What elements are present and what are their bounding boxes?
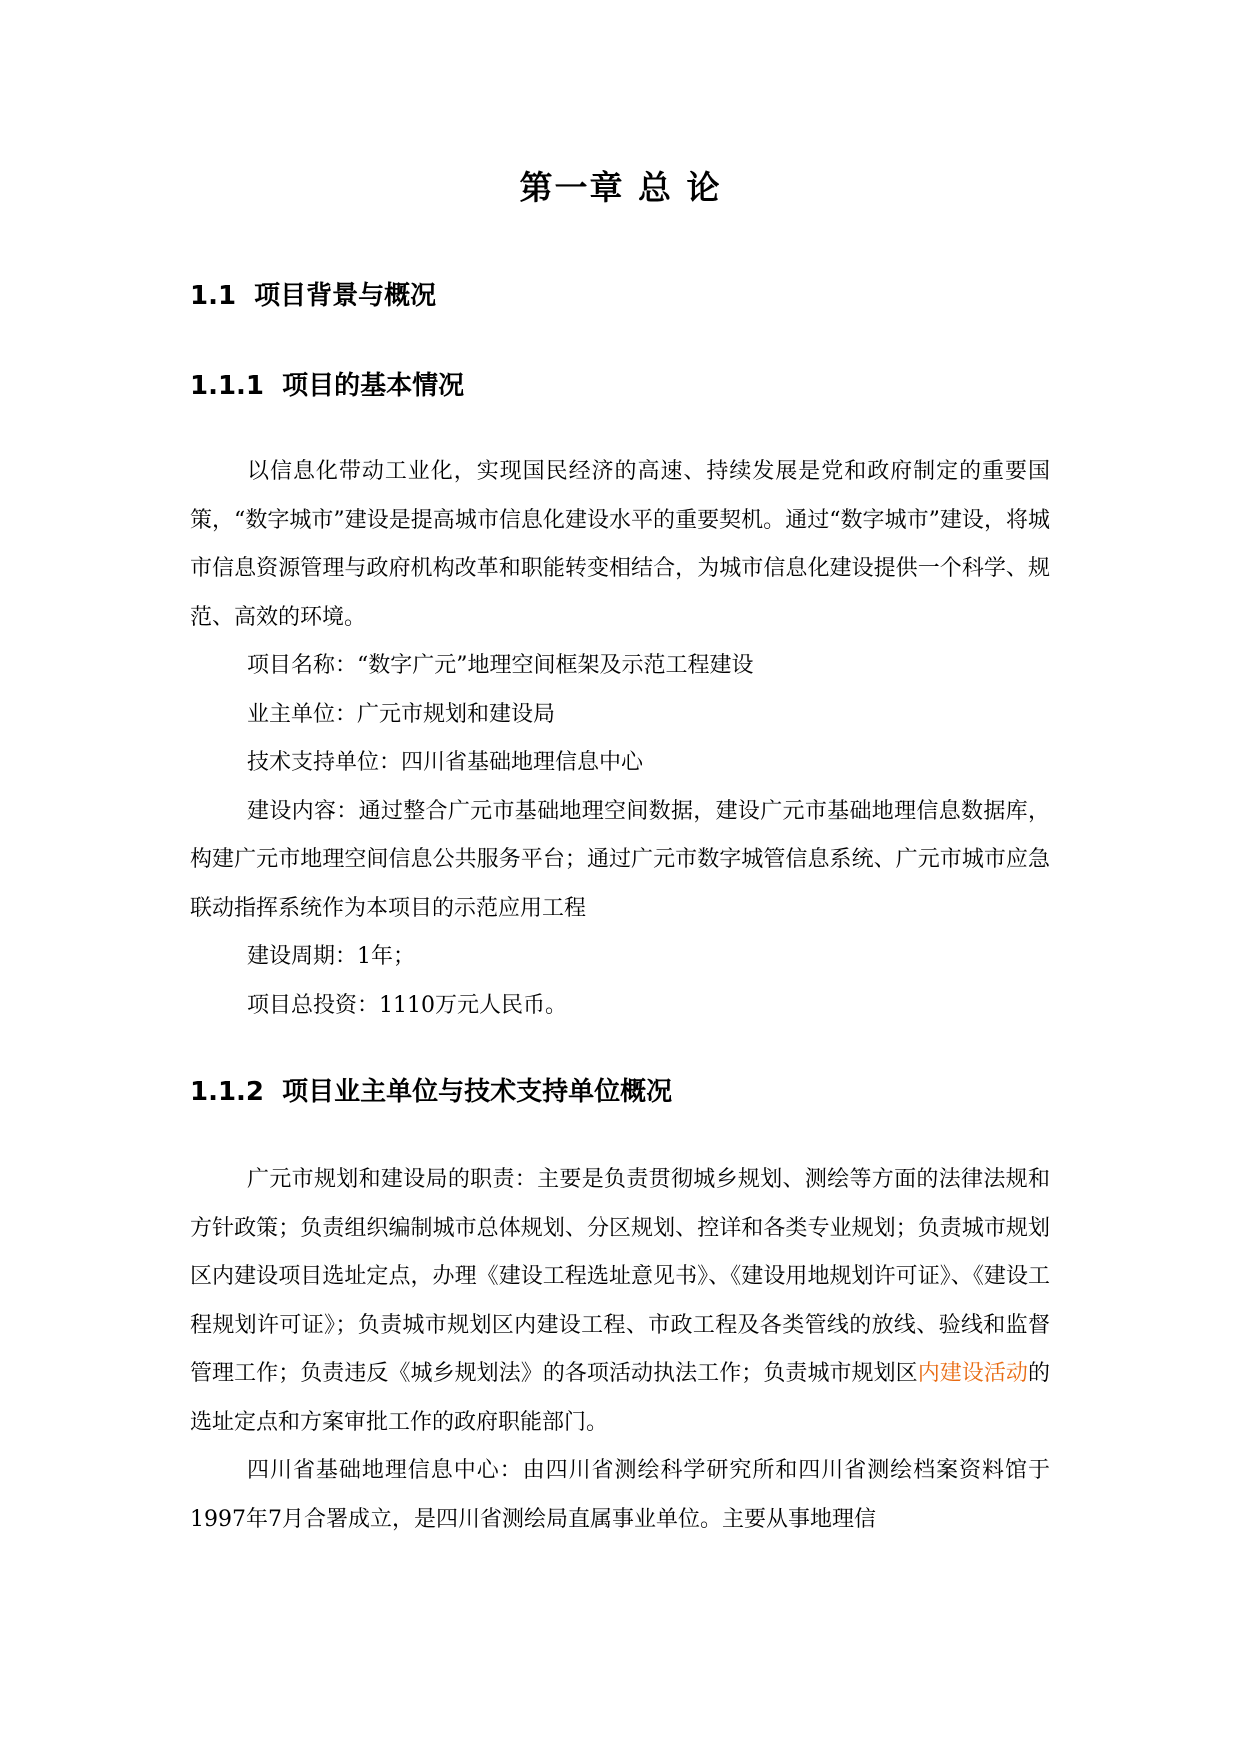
section-title: 项目背景与概况 — [254, 281, 437, 311]
units-overview-body — [190, 1156, 1050, 1544]
section-heading — [190, 279, 436, 313]
section-number: 1.1 — [190, 281, 237, 311]
project-name-line: 项目名称：“数字广元”地理空间框架及示范工程建设 — [247, 653, 754, 678]
chapter-title: 第一章 总 论 — [519, 168, 722, 207]
total-investment-line: 项目总投资：1110万元人民币。 — [247, 992, 567, 1018]
highlighted-text: 内建设活动 — [917, 1361, 1028, 1386]
tech-support-line: 技术支持单位：四川省基础地理信息中心 — [247, 750, 644, 775]
intro-paragraph: 以信息化带动工业化，实现国民经济的高速、持续发展是党和政府制定的重要国策，“数字城市”建设是提高城市信息化建设水平的重要契机。通过“数字城市”建设，将城市信息资源管理与政府机构改革和职能转变相结合，为城市信息化建设提供一个科学、规范、高效的环境。 — [190, 459, 1050, 630]
construction-content-paragraph: 建设内容：通过整合广元市基础地理空间数据，建设广元市基础地理信息数据库，构建广元市地理空间信息公共服务平台；通过广元市数字城管信息系统、广元市城市应急联动指挥系统作为本项目的示范应用工程 — [190, 798, 1050, 921]
bureau-duties-text: 广元市规划和建设局的职责：主要是负责贯彻城乡规划、测绘等方面的法律法规和方针政策；负责组织编制城市总体规划、分区规划、控详和各类专业规划；负责城市规划区内建设项目选址定点，办理《建设工程选址意见书》、《建设用地规划许可证》、《建设工程规划许可证》；负责城市规划区内建设工程、市政工程及各类管线的放线、验线和监督管理工作；负责违反《城乡规划法》的各项活动执法工作；负责城市规划区 — [190, 1167, 1050, 1386]
center-overview-paragraph: 四川省基础地理信息中心：由四川省测绘科学研究所和四川省测绘档案资料馆于1997年7月合署成立，是四川省测绘局直属事业单位。主要从事地理信 — [190, 1458, 1050, 1532]
subsection-title: 项目业主单位与技术支持单位概况 — [282, 1077, 673, 1107]
subsection-number: 1.1.2 — [190, 1077, 265, 1107]
subsection-title: 项目的基本情况 — [282, 371, 465, 401]
subsection-number: 1.1.1 — [190, 371, 265, 401]
subsection-heading-units-overview — [190, 1075, 672, 1109]
bureau-duties-paragraph — [190, 1156, 1050, 1447]
basic-info-body — [190, 448, 1050, 1030]
construction-period-line: 建设周期：1年； — [247, 944, 415, 969]
bureau-duties-text-end: 的选址定点和方案审批工作的政府职能部门。 — [190, 1361, 1050, 1435]
owner-unit-line: 业主单位：广元市规划和建设局 — [247, 701, 556, 727]
subsection-heading-basic-info — [190, 369, 464, 403]
